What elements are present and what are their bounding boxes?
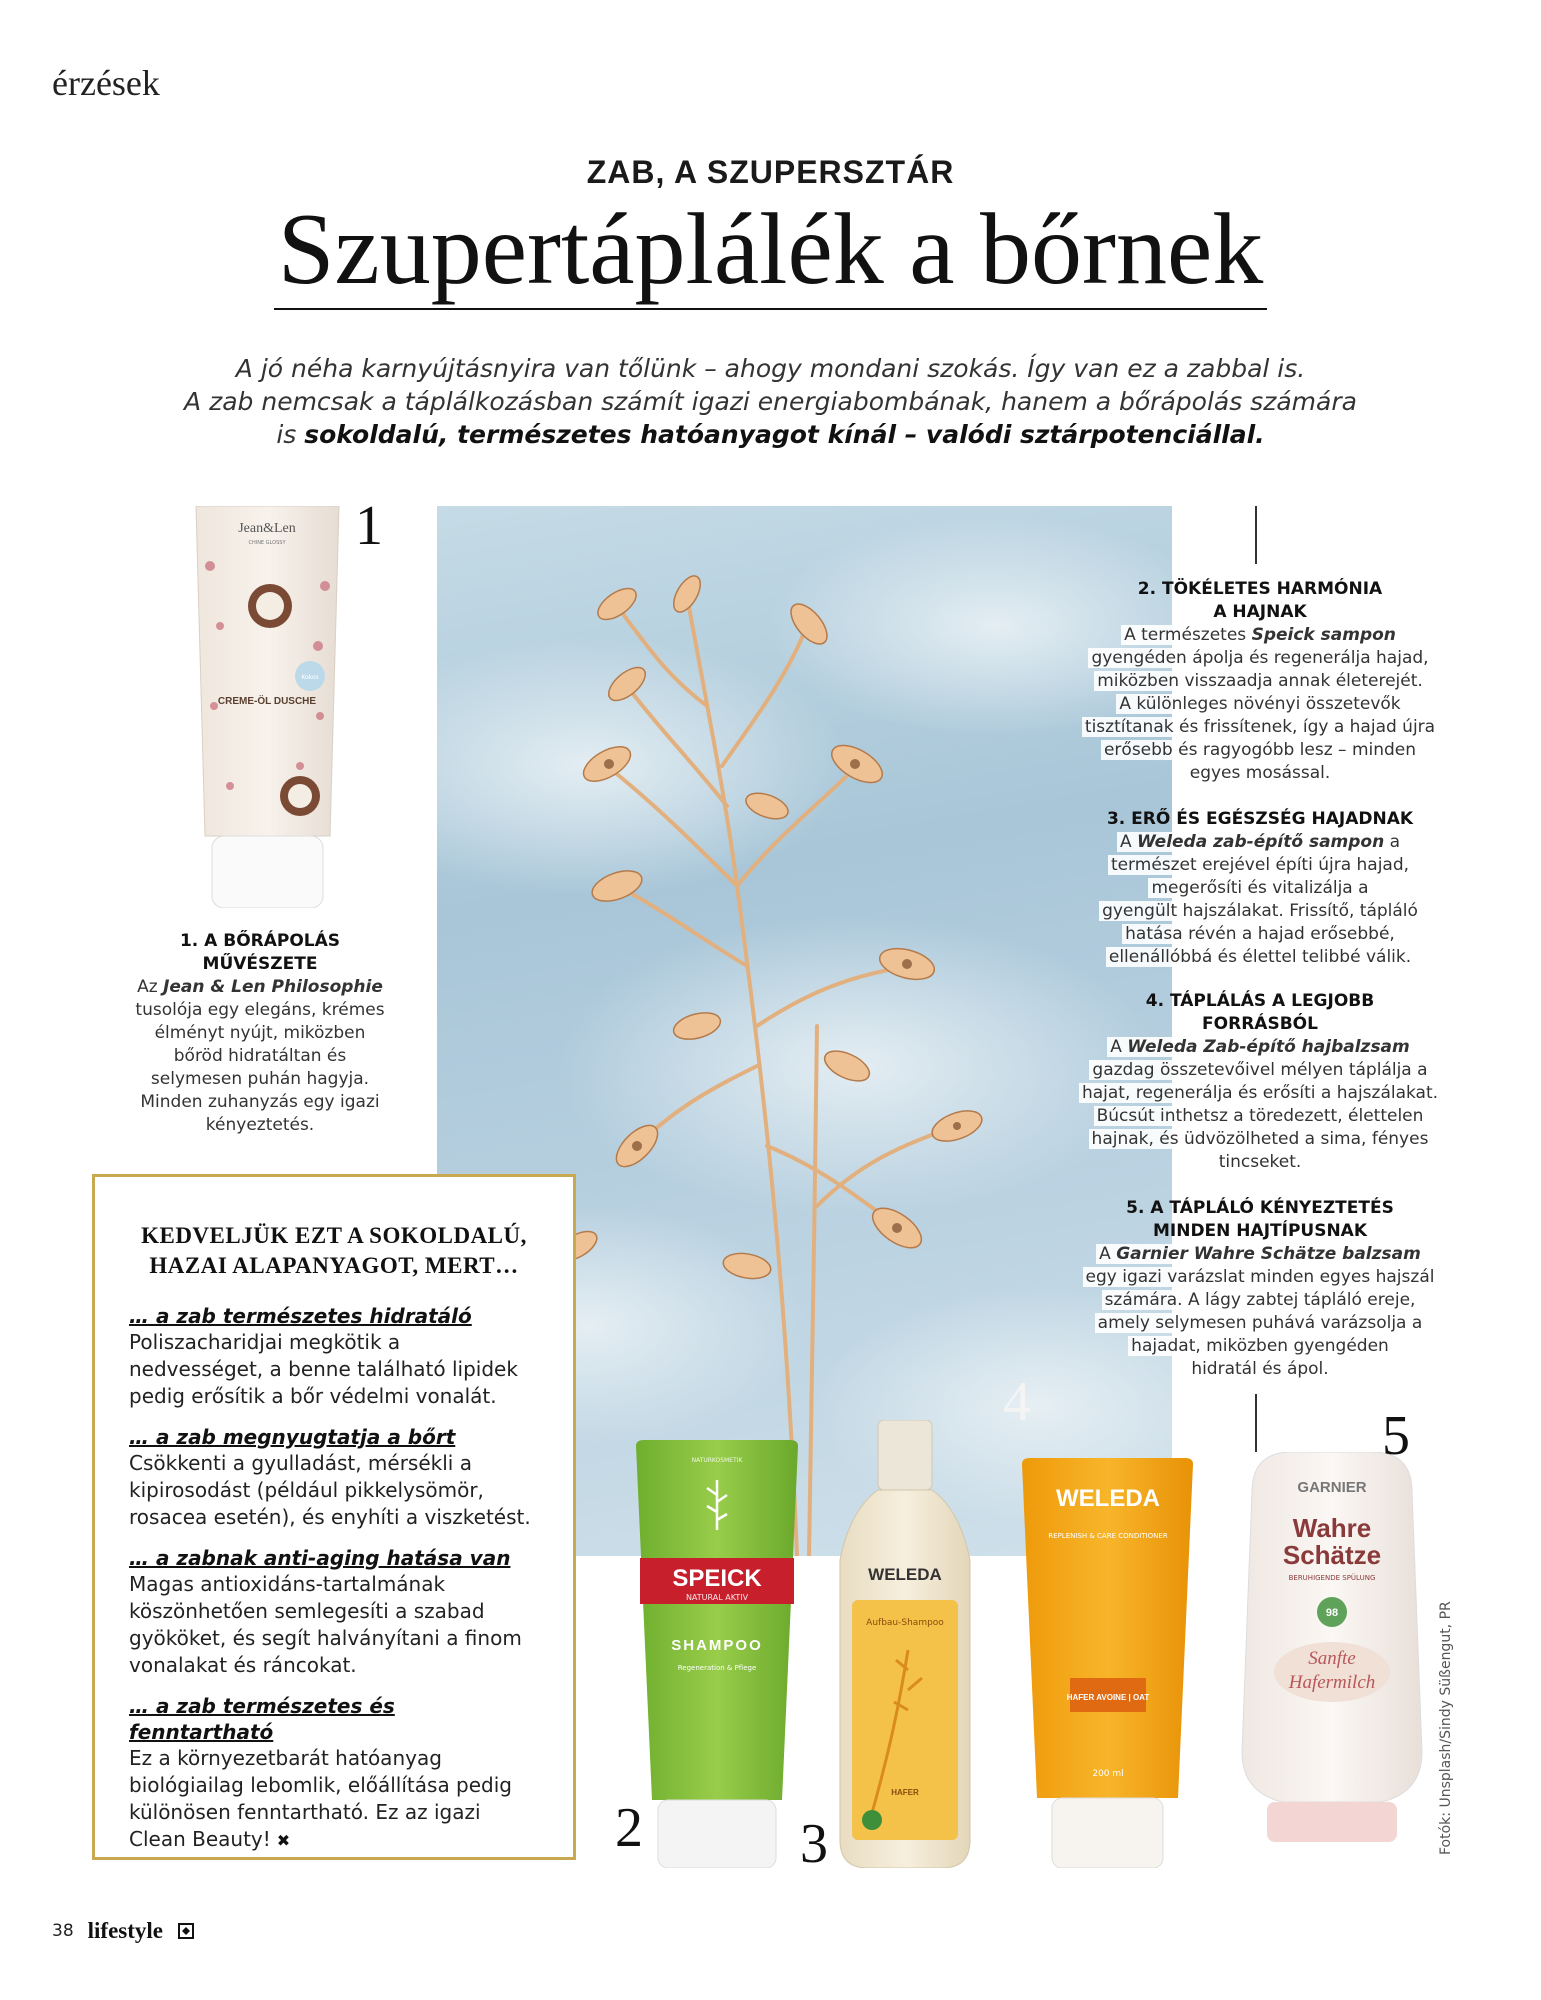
lead-line-1: A jó néha karnyújtásnyira van tőlünk – ahogy mondani szokás. Így van ez a zabbal is. xyxy=(235,354,1306,383)
p3-name: Aufbau-Shampoo xyxy=(866,1618,944,1628)
p3-suffix: a xyxy=(1384,832,1401,852)
p4-text-line-1 xyxy=(1060,1059,1460,1082)
benefit-item xyxy=(129,1424,539,1531)
p1-text-line-0 xyxy=(115,976,405,999)
p2-brand: SPEICK xyxy=(672,1565,762,1592)
p4-product-name: Weleda Zab-építő hajbalzsam xyxy=(1127,1037,1410,1057)
p2-text-line-2 xyxy=(1060,670,1460,693)
product-2-caption xyxy=(1060,578,1460,785)
p2-line-6: egyes mosással. xyxy=(1187,763,1334,783)
p2-product-name: Speick sampon xyxy=(1251,625,1396,645)
lead-line-3-plain: is xyxy=(276,420,305,449)
headline-text: Szupertáplálék a bőrnek xyxy=(274,193,1268,310)
p5-line-2: számára. A lágy zabtej tápláló ereje, xyxy=(1102,1290,1419,1310)
p3-line-2: megerősíti és vitalizálja a xyxy=(1148,878,1371,898)
p4-name: REPLENISH & CARE CONDITIONER xyxy=(1048,1532,1168,1540)
p3-text-line-5 xyxy=(1060,946,1460,969)
p5-line-5: hidratál és ápol. xyxy=(1188,1359,1331,1379)
p5-line-4: hajadat, miközben gyengéden xyxy=(1128,1336,1392,1356)
p5-product-name: Garnier Wahre Schätze balzsam xyxy=(1116,1244,1421,1264)
p1-title-line-2: MŰVÉSZETE xyxy=(202,954,318,974)
p3-brand: WELEDA xyxy=(868,1565,942,1584)
benefit-text: Ez a környezetbarát hatóanyag biológiailag lebomlik, előállítása pedig különösen fenntartható. Ez az igazi Clean Beauty! xyxy=(129,1746,512,1851)
p5-text-line-1 xyxy=(1060,1266,1460,1289)
product-4-weleda-conditioner xyxy=(1020,1458,1195,1868)
benefit-heading: … a zabnak anti-aging hatása van xyxy=(129,1546,511,1570)
p2-text-line-6 xyxy=(1060,762,1460,785)
divider-line-top xyxy=(1255,506,1257,564)
p2-desc: Regeneration & Pflege xyxy=(677,1664,757,1672)
p5-title-line-1: 5. A TÁPLÁLÓ KÉNYEZTETÉS xyxy=(1126,1198,1394,1218)
p5-brand: GARNIER xyxy=(1297,1479,1367,1496)
p2-prefix: A természetes xyxy=(1124,625,1252,645)
p4-title-line-2: FORRÁSBÓL xyxy=(1202,1014,1318,1034)
divider-line-bottom xyxy=(1255,1394,1257,1452)
p2-title-line-2: A HAJNAK xyxy=(1213,602,1307,622)
p5-text-line-4 xyxy=(1060,1335,1460,1358)
p2-text-line-3 xyxy=(1060,693,1460,716)
p2-text-line-0 xyxy=(1060,624,1460,647)
p4-text-line-4 xyxy=(1060,1128,1460,1151)
svg-text:NATURKOSMETIK: NATURKOSMETIK xyxy=(691,1457,743,1464)
box-title xyxy=(129,1221,539,1281)
box-title-line-1: KEDVELJÜK EZT A SOKOLDALÚ, xyxy=(141,1223,527,1248)
section-tag: érzések xyxy=(52,63,160,103)
page-footer xyxy=(52,1918,195,1944)
p5-sub: BERUHIGENDE SPÜLUNG xyxy=(1288,1574,1376,1582)
p3-line-3: gyengült hajszálakat. Frissítő, tápláló xyxy=(1099,901,1421,921)
oat-benefits-box xyxy=(92,1174,576,1860)
p4-text-line-2 xyxy=(1060,1082,1460,1105)
p4-text-line-0 xyxy=(1060,1036,1460,1059)
product-2-speick-shampoo xyxy=(632,1440,802,1868)
p2-line-3: A különleges növényi összetevők xyxy=(1116,694,1403,714)
p3-text-line-3 xyxy=(1060,900,1460,923)
p4-text-line-3 xyxy=(1060,1105,1460,1128)
p4-line-3: Búcsút inthetsz a töredezett, élettelen xyxy=(1094,1106,1427,1126)
p4-brand: WELEDA xyxy=(1056,1485,1160,1512)
p3-line-5: ellenállóbbá és élettel telibbé válik. xyxy=(1106,947,1414,967)
p5-name-2: Schätze xyxy=(1282,1540,1382,1570)
product-3-weleda-shampoo xyxy=(830,1420,980,1868)
p1-name: CREME-ÖL DUSCHE xyxy=(217,696,317,707)
product-4-number: 4 xyxy=(1003,1371,1031,1433)
p1-text-line-5: Minden zuhanyzás egy igazi xyxy=(140,1092,380,1112)
end-mark-icon: ✖ xyxy=(276,1831,291,1850)
p4-volume: 200 ml xyxy=(1092,1769,1124,1779)
p4-prefix: A xyxy=(1110,1037,1128,1057)
p1-text-line-4: selymesen puhán hagyja. xyxy=(150,1069,370,1089)
benefit-text-last xyxy=(129,1745,539,1854)
lead-paragraph xyxy=(130,352,1411,451)
p1-text-line-6: kényeztetés. xyxy=(205,1115,315,1135)
p1-badge: Kokos xyxy=(301,674,319,681)
product-4-caption xyxy=(1060,990,1460,1174)
benefit-text: Poliszacharidjai megkötik a nedvességet, a benne található lipidek pedig erősítik a bőr védelmi vonalát. xyxy=(129,1330,518,1408)
p3-text-line-1 xyxy=(1060,854,1460,877)
benefit-item xyxy=(129,1303,539,1410)
product-2-number: 2 xyxy=(615,1797,643,1859)
p4-line-2: hajat, regenerálja és erősíti a hajszálakat. xyxy=(1079,1083,1441,1103)
benefit-heading: … a zab megnyugtatja a bőrt xyxy=(129,1425,456,1449)
photo-credit: Fotók: Unsplash/Sindy Süßengut, PR xyxy=(1438,1601,1454,1855)
p4-line-1: gazdag összetevőivel mélyen táplálja a xyxy=(1089,1060,1430,1080)
p1-product-name: Jean & Len Philosophie xyxy=(163,977,383,997)
benefit-heading: … a zab természetes hidratáló xyxy=(129,1304,472,1328)
p1-brand: Jean&Len xyxy=(238,521,296,536)
product-5-garnier-wahre-schatze xyxy=(1232,1452,1432,1842)
p5-script-2: Hafermilch xyxy=(1288,1672,1376,1693)
benefit-text: Magas antioxidáns-tartalmának köszönhetően semlegesíti a szabad gyököket, és segít halványítani a finom vonalakat és ráncokat. xyxy=(129,1572,522,1677)
box-benefit-list xyxy=(129,1303,539,1854)
p2-line-1: gyengéden ápolja és regenerálja hajad, xyxy=(1088,648,1431,668)
p5-text-line-5 xyxy=(1060,1358,1460,1381)
p2-name: SHAMPOO xyxy=(671,1637,763,1654)
p5-badge: 98 xyxy=(1325,1607,1339,1619)
p5-text-line-0 xyxy=(1060,1243,1460,1266)
p5-line-3: amely selymesen puhává varázsolja a xyxy=(1095,1313,1426,1333)
p3-line-4: hatása révén a hajad erősebbé, xyxy=(1122,924,1398,944)
p3-text-line-2 xyxy=(1060,877,1460,900)
p2-text-line-4 xyxy=(1060,716,1460,739)
page-number: 38 xyxy=(52,1921,74,1941)
p2-text-line-1 xyxy=(1060,647,1460,670)
p5-title-line-2: MINDEN HAJTÍPUSNAK xyxy=(1152,1221,1368,1241)
p4-text-line-5 xyxy=(1060,1151,1460,1174)
p4-line-4: hajnak, és üdvözölheted a sima, fényes xyxy=(1089,1129,1432,1149)
benefit-heading: … a zab természetes és fenntartható xyxy=(129,1694,395,1744)
lead-line-3-bold: sokoldalú, természetes hatóanyagot kínál – valódi sztárpotenciállal. xyxy=(304,420,1265,449)
lifestyle-logo-icon xyxy=(177,1922,195,1940)
lead-line-3 xyxy=(130,418,1411,451)
p1-text-line-3: bőröd hidratáltan és xyxy=(173,1046,347,1066)
p5-text-line-2 xyxy=(1060,1289,1460,1312)
product-3-caption xyxy=(1060,808,1460,969)
product-1-jean-len-tube xyxy=(190,506,345,908)
p2-title-line-1: 2. TÖKÉLETES HARMÓNIA xyxy=(1137,579,1383,599)
box-title-line-2: HAZAI ALAPANYAGOT, MERT… xyxy=(149,1253,519,1278)
p5-script-1: Sanfte xyxy=(1308,1648,1356,1669)
product-1-number: 1 xyxy=(355,495,383,557)
p1-sub: CHINE GLOSSY xyxy=(248,540,286,546)
p4-title-line-1: 4. TÁPLÁLÁS A LEGJOBB xyxy=(1145,991,1375,1011)
p5-prefix: A xyxy=(1099,1244,1117,1264)
lead-line-2: A zab nemcsak a táplálkozásban számít igazi energiabombának, hanem a bőrápolás számára xyxy=(184,387,1357,416)
benefit-item xyxy=(129,1693,539,1854)
p1-text-line-2: élményt nyújt, miközben xyxy=(154,1023,366,1043)
magazine-brand: lifestyle xyxy=(87,1918,163,1943)
p5-line-1: egy igazi varázslat minden egyes hajszál xyxy=(1083,1267,1438,1287)
p2-text-line-5 xyxy=(1060,739,1460,762)
product-5-number: 5 xyxy=(1382,1405,1410,1467)
p1-prefix: Az xyxy=(137,977,164,997)
product-1-caption xyxy=(115,930,405,1137)
p5-name-1: Wahre xyxy=(1292,1513,1372,1543)
benefit-text: Csökkenti a gyulladást, mérsékli a kipirosodást (például pikkelysömör, rosacea esetén), és enyhíti a viszketést. xyxy=(129,1451,531,1529)
p3-text-line-4 xyxy=(1060,923,1460,946)
p4-line-5: tincseket. xyxy=(1216,1152,1305,1172)
p1-title-line-1: 1. A BŐRÁPOLÁS xyxy=(179,931,341,951)
p2-line-4: tisztítanak és frissítenek, így a hajad újra xyxy=(1082,717,1438,737)
p3-line-1: természet erejével építi újra hajad, xyxy=(1108,855,1412,875)
p2-line-5: erősebb és ragyogóbb lesz – minden xyxy=(1101,740,1419,760)
p3-title-line-1: 3. ERŐ ÉS EGÉSZSÉG HAJADNAK xyxy=(1106,809,1414,829)
kicker: ZAB, A SZUPERSZTÁR xyxy=(586,154,955,190)
p5-text-line-3 xyxy=(1060,1312,1460,1335)
p1-text-line-1: tusolója egy elegáns, krémes xyxy=(135,1000,385,1020)
p3-text-line-0 xyxy=(1060,831,1460,854)
p3-desc: HAFER xyxy=(891,1788,919,1797)
p3-prefix: A xyxy=(1119,832,1137,852)
headline xyxy=(0,194,1541,306)
p2-sub: NATURAL AKTIV xyxy=(685,1593,749,1602)
product-3-number: 3 xyxy=(800,1813,828,1875)
p3-product-name: Weleda zab-építő sampon xyxy=(1137,832,1385,852)
product-5-caption xyxy=(1060,1197,1460,1381)
p4-desc: HAFER AVOINE | OAT xyxy=(1066,1693,1150,1702)
p2-line-2: miközben visszaadja annak életerejét. xyxy=(1094,671,1426,691)
benefit-item xyxy=(129,1545,539,1679)
